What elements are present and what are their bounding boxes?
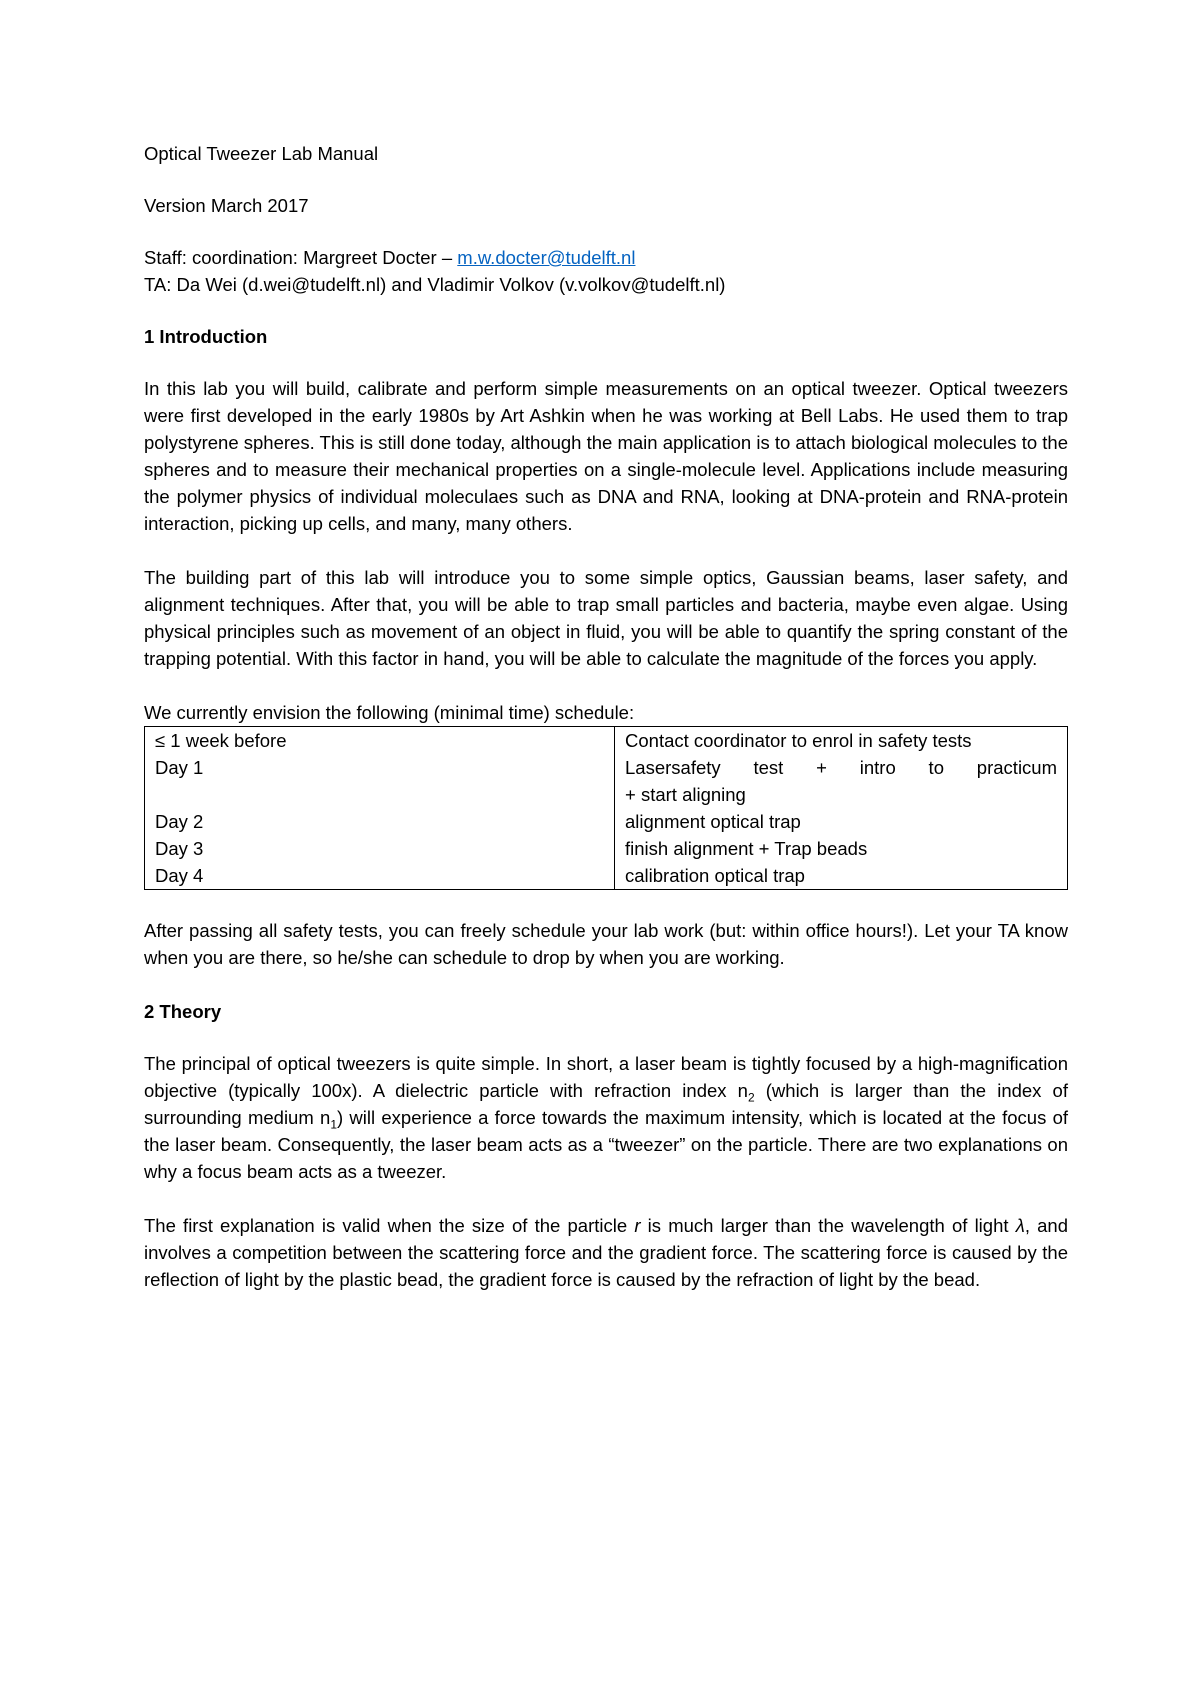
staff-block (144, 244, 1068, 298)
document-page (144, 140, 1068, 1320)
theory-p2-text-b: is much larger than the wavelength of light (640, 1215, 1016, 1236)
symbol-lambda: λ (1015, 1215, 1025, 1236)
schedule-cell-left: Day 4 (145, 862, 615, 890)
schedule-cell-right: Contact coordinator to enrol in safety tests (625, 730, 972, 751)
schedule-cell-right: calibration optical trap (625, 865, 805, 886)
theory-p2-text-a: The first explanation is valid when the size of the particle (144, 1215, 635, 1236)
symbol-r: r (634, 1215, 641, 1236)
schedule-cell-right-line-1: Lasersafety test + intro to practicum (625, 757, 1057, 778)
theory-p2-text-c: , and involves a competition between the scattering force and the gradient force. The scattering force is caused by the reflection of light by the plastic bead, the gradient force is caused by the refraction of light by the bead. (144, 1215, 1068, 1290)
schedule-cell-right (615, 754, 1068, 808)
subscript-1: 1 (330, 1117, 337, 1132)
coordinator-email-link[interactable]: m.w.docter@tudelft.nl (457, 247, 636, 268)
staff-coordination-line (144, 244, 1068, 271)
schedule-cell-left: Day 3 (145, 835, 615, 862)
schedule-cell-left: Day 1 (145, 754, 615, 808)
theory-paragraph-2 (144, 1212, 1068, 1293)
schedule-cell-left: ≤ 1 week before (145, 727, 615, 755)
schedule-cell-right-line-2: + start aligning (625, 784, 746, 805)
table-row (145, 727, 1068, 755)
intro-paragraph-1: In this lab you will build, calibrate and perform simple measurements on an optical tweezer. Optical tweezers were first developed in the early 1980s by Art Ashkin when he was working at Bell Labs. He used them to trap polystyrene spheres. This is still done today, although the main application is to attach biological molecules to the spheres and to measure their mechanical properties on a single-molecule level. Applications include measuring the polymer physics of individual moleculaes such as DNA and RNA, looking at DNA-protein and RNA-protein interaction, picking up cells, and many, many others. (144, 378, 1068, 534)
theory-p1-text-a: The principal of optical tweezers is quite simple. In short, a laser beam is tightly focused by a high-magnification objective (typically 100x). A dielectric particle with refraction index n (144, 1053, 1068, 1101)
schedule-intro: We currently envision the following (minimal time) schedule: (144, 702, 635, 723)
table-row (145, 808, 1068, 835)
section-heading-introduction: 1 Introduction (144, 326, 268, 347)
intro-paragraph-2: The building part of this lab will introduce you to some simple optics, Gaussian beams, laser safety, and alignment techniques. After that, you will be able to trap small particles and bacteria, maybe even algae. Using physical principles such as movement of an object in fluid, you will be able to quantify the spring constant of the trapping potential. With this factor in hand, you will be able to calculate the magnitude of the forces you apply. (144, 567, 1068, 669)
document-version: Version March 2017 (144, 195, 309, 216)
staff-coordination-label: Staff: coordination: Margreet Docter – (144, 247, 458, 268)
document-title: Optical Tweezer Lab Manual (144, 143, 379, 164)
table-row (145, 754, 1068, 808)
schedule-cell-left: Day 2 (145, 808, 615, 835)
schedule-table (144, 726, 1068, 890)
schedule-cell-right: finish alignment + Trap beads (625, 838, 868, 859)
ta-line: TA: Da Wei (d.wei@tudelft.nl) and Vladimir Volkov (v.volkov@tudelft.nl) (144, 274, 726, 295)
subscript-2: 2 (747, 1090, 755, 1105)
intro-paragraph-3: After passing all safety tests, you can freely schedule your lab work (but: within office hours!). Let your TA know when you are there, so he/she can schedule to drop by when you are working. (144, 920, 1068, 968)
schedule-cell-right: alignment optical trap (625, 811, 801, 832)
table-row (145, 862, 1068, 890)
theory-paragraph-1 (144, 1050, 1068, 1185)
section-heading-theory: 2 Theory (144, 1001, 222, 1022)
theory-p1-text-b: (which is larger than the index of surrounding medium n (144, 1080, 1068, 1128)
table-row (145, 835, 1068, 862)
theory-p1-text-c: ) will experience a force towards the maximum intensity, which is located at the focus of the laser beam. Consequently, the laser beam acts as a “tweezer” on the particle. There are two explanations on why a focus beam acts as a tweezer. (144, 1107, 1068, 1182)
